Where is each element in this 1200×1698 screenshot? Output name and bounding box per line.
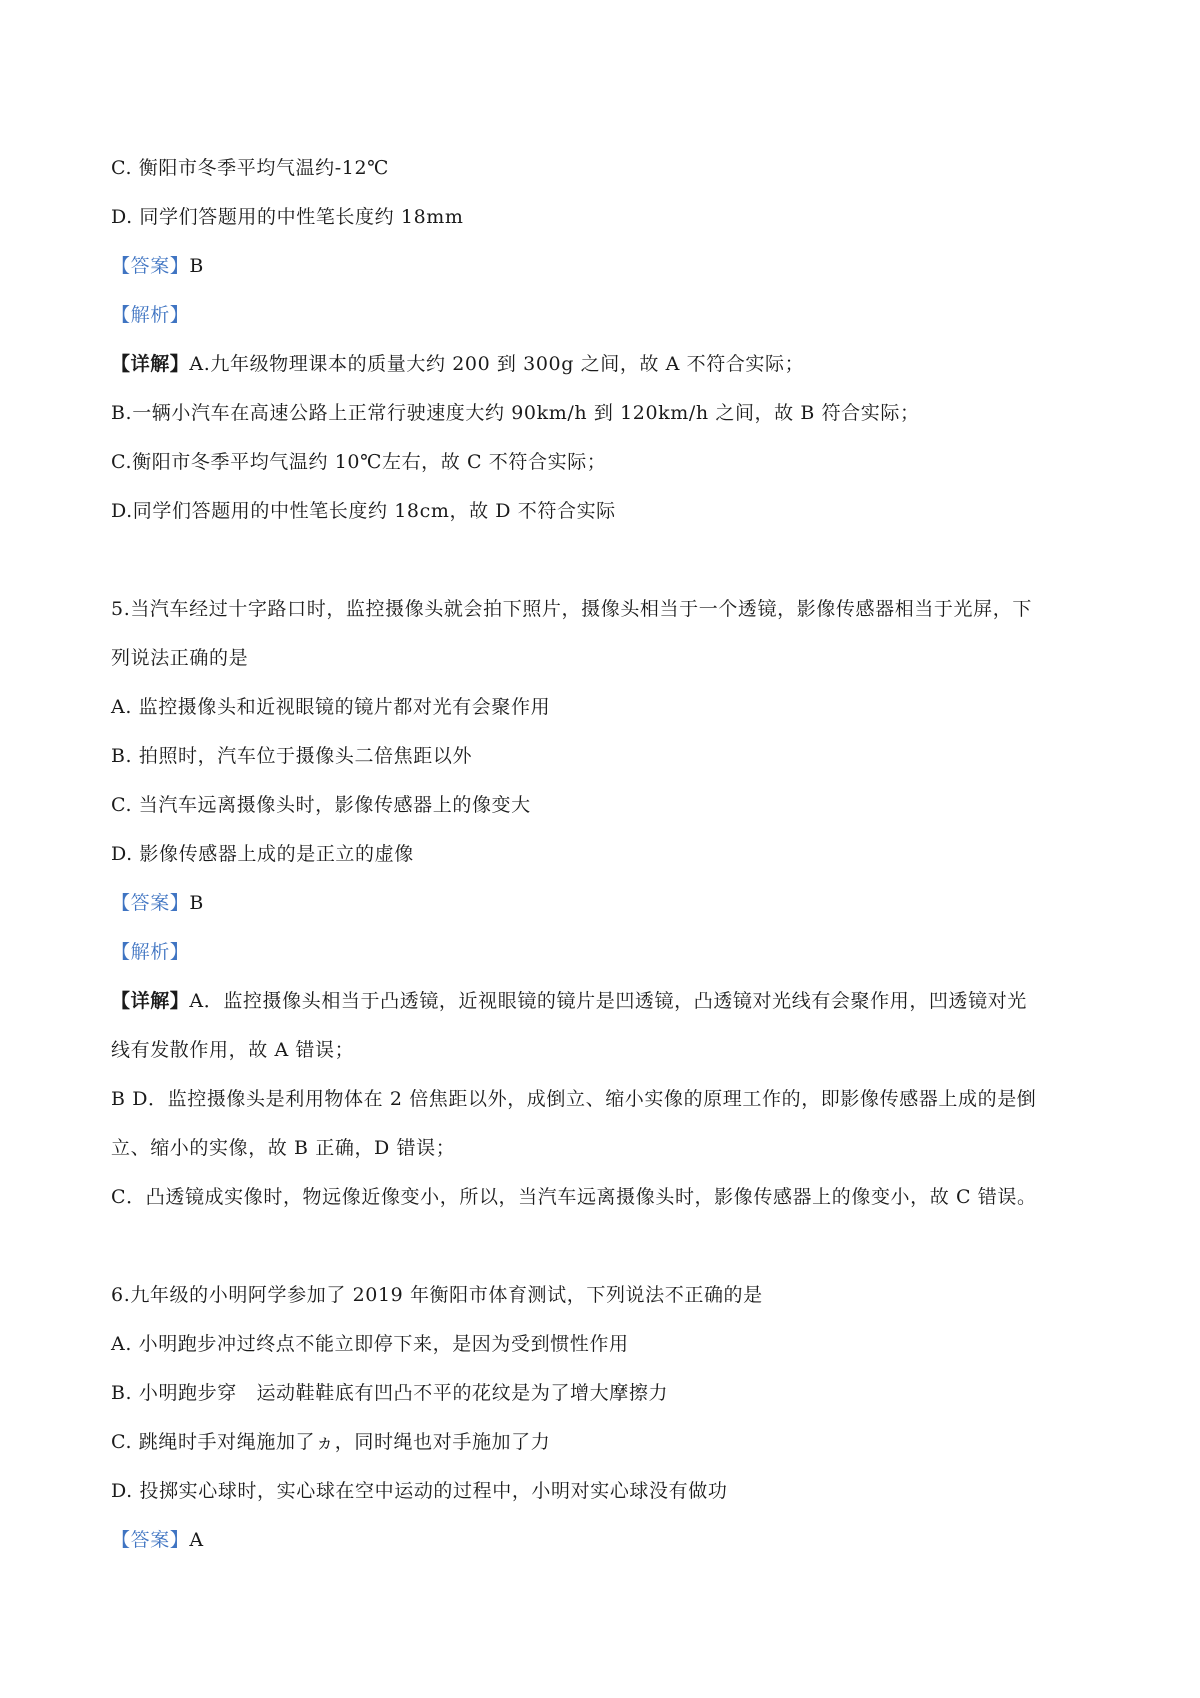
q4-option-c: C. 衡阳市冬季平均气温约-12℃: [111, 157, 389, 179]
q6-option-c: C. 跳绳时手对绳施加了ヵ，同时绳也对手施加了力: [111, 1431, 551, 1453]
q5-option-d: D. 影像传感器上成的是正立的虚像: [111, 843, 414, 865]
q4-detail-line: B.一辆小汽车在高速公路上正常行驶速度大约 90km/h 到 120km/h 之间，故 B 符合实际；: [111, 402, 920, 424]
q5-detail-line: B D．监控摄像头是利用物体在 2 倍焦距以外，成倒立、缩小实像的原理工作的，即影像传感器上成的是倒: [111, 1088, 1037, 1110]
q4-detail-line: C.衡阳市冬季平均气温约 10℃左右，故 C 不符合实际；: [111, 451, 607, 473]
analysis-label: 【解析】: [111, 941, 190, 963]
answer-value: A: [189, 1529, 204, 1551]
answer-value: B: [189, 255, 204, 277]
q5-stem-line: 5.当汽车经过十字路口时，监控摄像头就会拍下照片，摄像头相当于一个透镜，影像传感器相当于光屏，下: [111, 598, 1032, 620]
q6-option-b: B. 小明跑步穿 运动鞋鞋底有凹凸不平的花纹是为了增大摩擦力: [111, 1382, 669, 1404]
q4-detail-line: D.同学们答题用的中性笔长度约 18cm，故 D 不符合实际: [111, 500, 616, 522]
answer-label: 【答案】: [111, 255, 190, 277]
q5-detail-line: 线有发散作用，故 A 错误；: [111, 1039, 355, 1061]
q5-option-a: A. 监控摄像头和近视眼镜的镜片都对光有会聚作用: [111, 696, 551, 718]
detail-label: 【详解】: [111, 990, 190, 1012]
q4-answer: [111, 253, 204, 279]
q6-answer: [111, 1527, 204, 1553]
q6-option-d: D. 投掷实心球时，实心球在空中运动的过程中，小明对实心球没有做功: [111, 1480, 728, 1502]
q5-option-b: B. 拍照时，汽车位于摄像头二倍焦距以外: [111, 745, 473, 767]
answer-label: 【答案】: [111, 892, 190, 914]
detail-label: 【详解】: [111, 353, 190, 375]
q5-stem-line: 列说法正确的是: [111, 647, 249, 669]
q5-detail-line: [111, 988, 1027, 1014]
detail-text: A．监控摄像头相当于凸透镜，近视眼镜的镜片是凹透镜，凸透镜对光线有会聚作用，凹透镜对光: [189, 990, 1027, 1012]
q6-stem: 6.九年级的小明阿学参加了 2019 年衡阳市体育测试，下列说法不正确的是: [111, 1284, 763, 1306]
q5-detail-line: C．凸透镜成实像时，物远像近像变小，所以，当汽车远离摄像头时，影像传感器上的像变小，故 C 错误。: [111, 1186, 1037, 1208]
q5-detail-line: 立、缩小的实像，故 B 正确，D 错误；: [111, 1137, 456, 1159]
q4-analysis: [111, 302, 189, 328]
q5-option-c: C. 当汽车远离摄像头时，影像传感器上的像变大: [111, 794, 531, 816]
q4-option-d: D. 同学们答题用的中性笔长度约 18mm: [111, 206, 464, 228]
q5-analysis: [111, 939, 189, 965]
q4-detail-line: [111, 351, 804, 377]
answer-label: 【答案】: [111, 1529, 190, 1551]
q6-option-a: A. 小明跑步冲过终点不能立即停下来，是因为受到惯性作用: [111, 1333, 629, 1355]
q5-answer: [111, 890, 204, 916]
answer-value: B: [189, 892, 204, 914]
analysis-label: 【解析】: [111, 304, 190, 326]
detail-text: A.九年级物理课本的质量大约 200 到 300g 之间，故 A 不符合实际；: [189, 353, 805, 375]
